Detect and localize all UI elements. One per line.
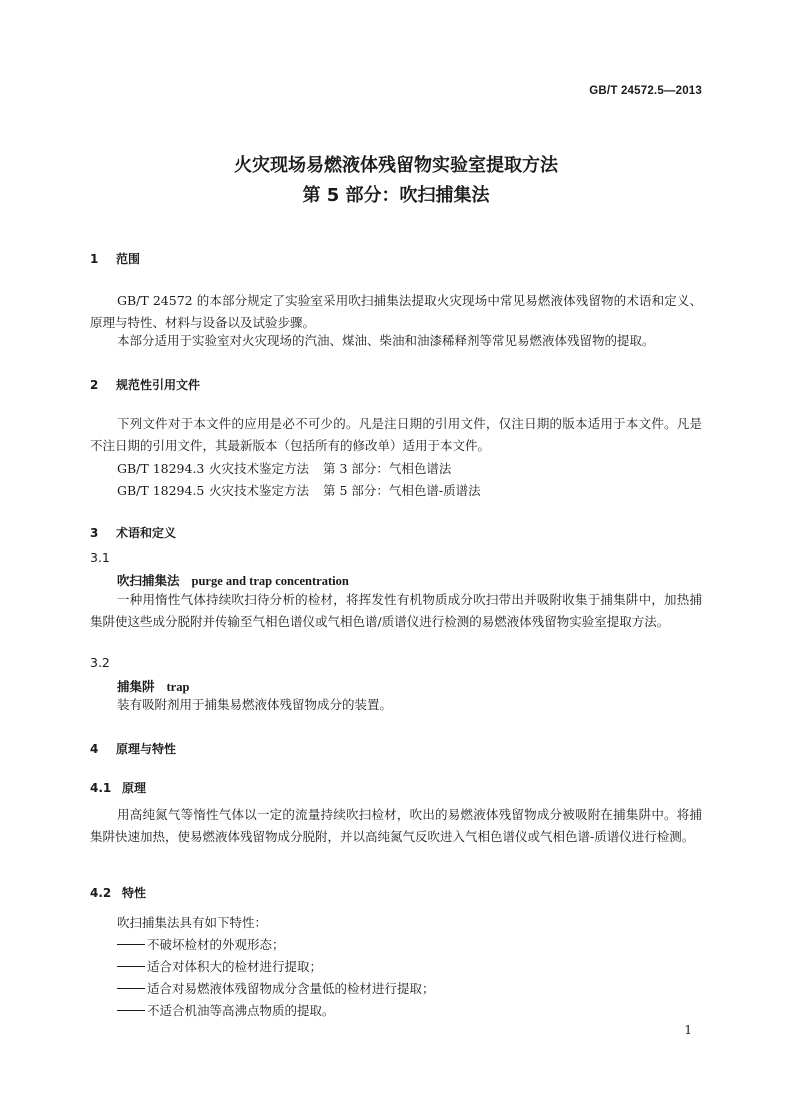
term-entry: [117, 677, 189, 695]
subsection-title: 特性: [122, 886, 147, 900]
section-title: 规范性引用文件: [116, 378, 201, 392]
section-heading-2: [90, 376, 200, 393]
reference-name: 火灾技术鉴定方法: [209, 483, 310, 498]
section-number: 2: [90, 378, 99, 392]
dash-bullet: [117, 988, 145, 989]
term-english: purge and trap concentration: [191, 574, 349, 588]
section-title: 范围: [116, 252, 141, 266]
section-heading-3: [90, 524, 176, 541]
dash-bullet: [117, 1010, 145, 1011]
list-item: 不破坏检材的外观形态；: [117, 935, 285, 953]
document-title: 火灾现场易燃液体残留物实验室提取方法: [234, 155, 558, 176]
dash-bullet: [117, 944, 145, 945]
reference-code: GB/T 18294.5: [117, 483, 205, 498]
term-chinese: 捕集阱: [117, 679, 155, 694]
reference-item: [117, 481, 481, 499]
reference-part: 第 3 部分：气相色谱法: [323, 461, 452, 476]
term-definition: 一种用惰性气体持续吹扫待分析的检材，将挥发性有机物质成分吹扫带出并吸附收集于捕集阱中，加热捕集阱使这些成分脱附并传输至气相色谱仪或气相色谱/质谱仪进行检测的易燃液体残留物实验室提取方法。: [90, 592, 702, 629]
section-number: 1: [90, 252, 99, 266]
section-title: 原理与特性: [116, 742, 177, 756]
characteristics-intro: 吹扫捕集法具有如下特性：: [117, 915, 268, 930]
term-chinese: 吹扫捕集法: [117, 573, 180, 588]
reference-code: GB/T 18294.3: [117, 461, 205, 476]
term-entry: [117, 571, 349, 589]
subsection-heading-4-2: [90, 884, 146, 901]
list-item: 不适合机油等高沸点物质的提取。: [117, 1001, 335, 1019]
standard-number: GB/T 24572.5—2013: [589, 85, 702, 97]
reference-name: 火灾技术鉴定方法: [209, 461, 310, 476]
subsection-number: 4.2: [90, 886, 112, 900]
term-definition: 装有吸附剂用于捕集易燃液体残留物成分的装置。: [117, 697, 393, 712]
term-english: trap: [166, 680, 190, 694]
subsection-heading-4-1: [90, 779, 146, 796]
list-item: 适合对易燃液体残留物成分含量低的检材进行提取；: [117, 979, 435, 997]
normative-paragraph: 下列文件对于本文件的应用是必不可少的。凡是注日期的引用文件，仅注日期的版本适用于本文件。凡是不注日期的引用文件，其最新版本（包括所有的修改单）适用于本文件。: [90, 416, 702, 453]
scope-paragraph-2: 本部分适用于实验室对火灾现场的汽油、煤油、柴油和油漆稀释剂等常见易燃液体残留物的提取。: [117, 333, 655, 348]
subsection-title: 原理: [122, 781, 147, 795]
document-subtitle: 第 5 部分：吹扫捕集法: [302, 185, 490, 206]
section-heading-1: [90, 250, 140, 267]
principle-paragraph: 用高纯氮气等惰性气体以一定的流量持续吹扫检材，吹出的易燃液体残留物成分被吸附在捕集阱中。将捕集阱快速加热，使易燃液体残留物成分脱附，并以高纯氮气反吹进入气相色谱仪或气相色谱-质谱仪进行检测。: [90, 807, 702, 844]
reference-part: 第 5 部分：气相色谱-质谱法: [323, 483, 481, 498]
section-title: 术语和定义: [116, 526, 177, 540]
section-heading-4: [90, 740, 176, 757]
section-number: 3: [90, 526, 99, 540]
subsection-number: 4.1: [90, 781, 112, 795]
section-number: 4: [90, 742, 99, 756]
scope-paragraph-1: GB/T 24572 的本部分规定了实验室采用吹扫捕集法提取火灾现场中常见易燃液体残留物的术语和定义、原理与特性、材料与设备以及试验步骤。: [90, 293, 702, 330]
term-number: 3.2: [90, 655, 110, 670]
term-number: 3.1: [90, 550, 110, 565]
list-item: 适合对体积大的检材进行提取；: [117, 957, 322, 975]
page-number: 1: [684, 1023, 692, 1037]
reference-item: [117, 459, 451, 477]
dash-bullet: [117, 966, 145, 967]
